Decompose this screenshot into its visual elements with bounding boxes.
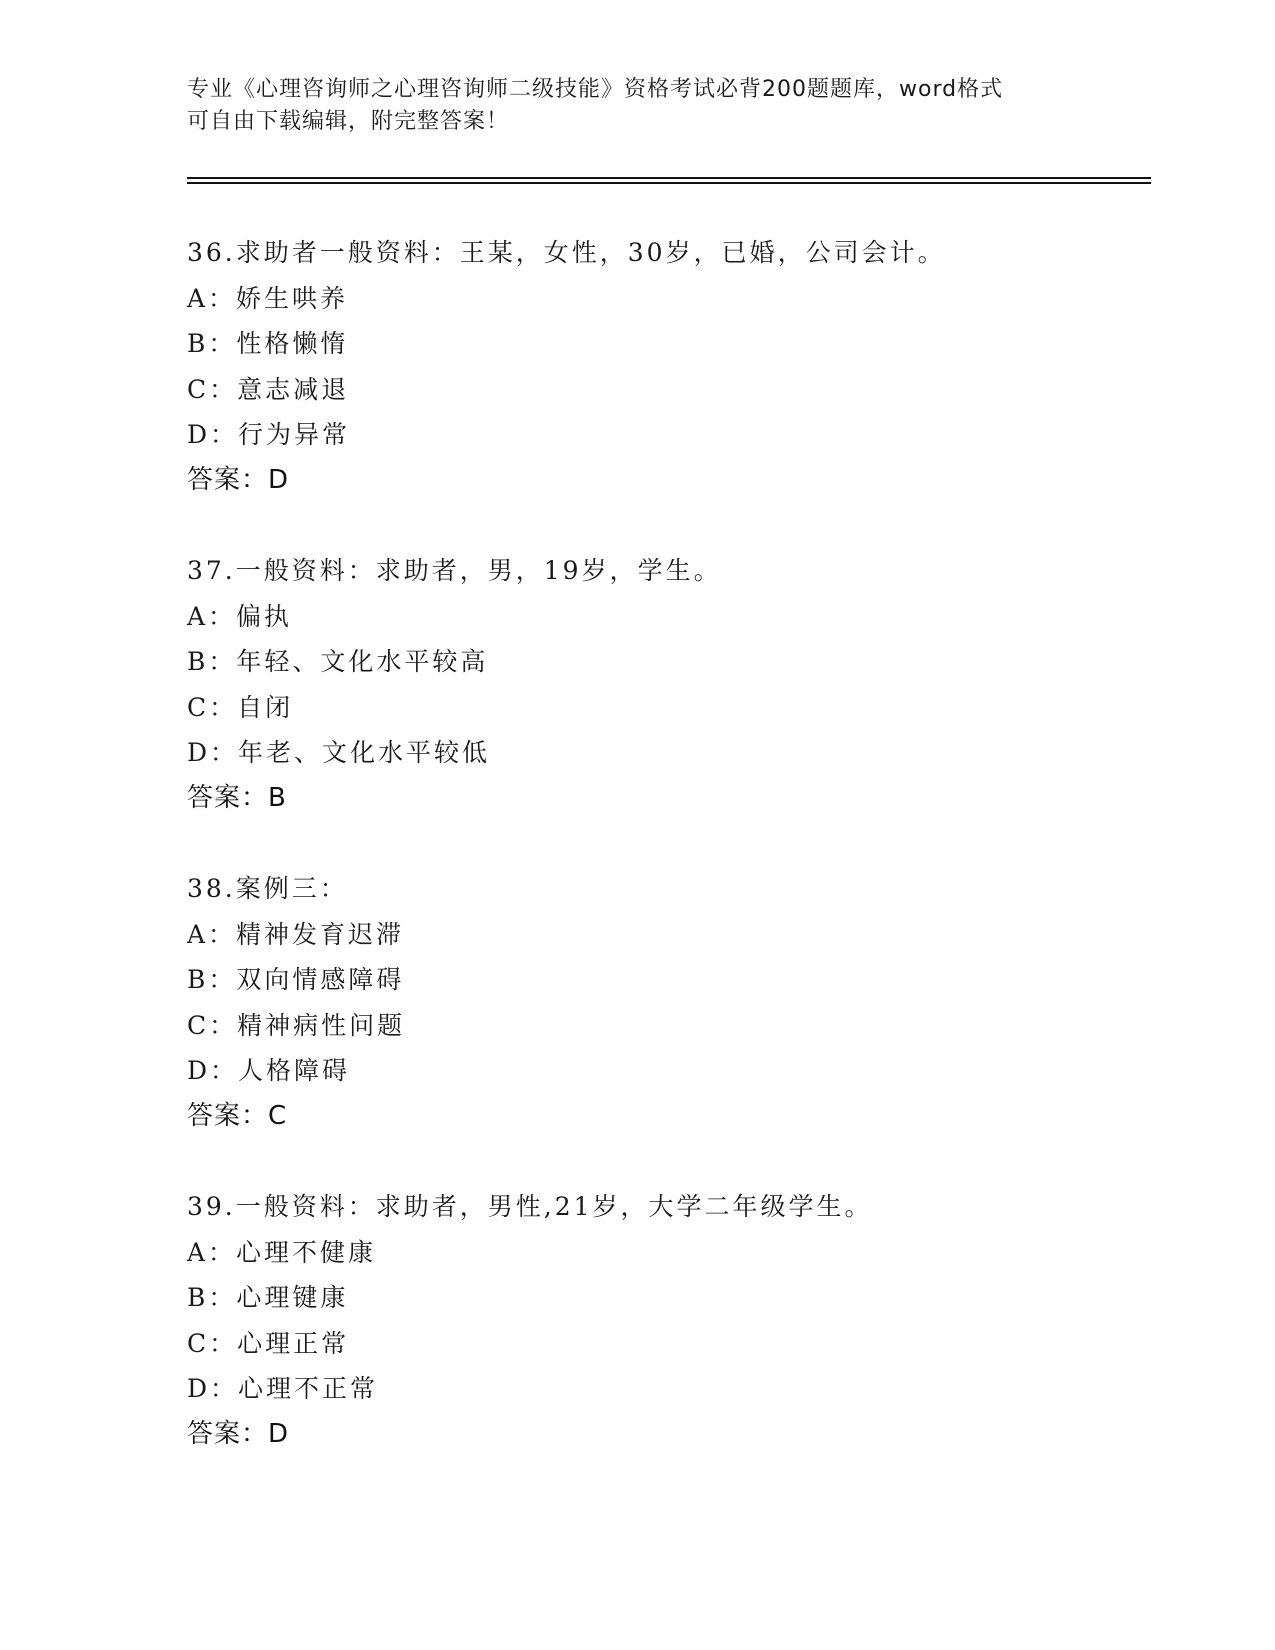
document-header (187, 74, 1087, 138)
question-36 (187, 230, 1147, 503)
header-line-2: 可自由下载编辑，附完整答案！ (187, 109, 510, 134)
question-stem: 39.一般资料：求助者，男性,21岁，大学二年级学生。 (187, 1192, 873, 1221)
option-c: C：心理正常 (187, 1328, 350, 1358)
header-divider-bottom (187, 182, 1151, 184)
option-b: B：性格懒惰 (187, 329, 349, 358)
answer-line: 答案：D (187, 464, 290, 495)
option-d: D：人格障碍 (187, 1056, 351, 1085)
option-b: B：年轻、文化水平较高 (187, 647, 489, 676)
option-b: B：心理键康 (187, 1283, 349, 1312)
option-d: D：年老、文化水平较低 (187, 738, 491, 767)
question-37 (187, 548, 1147, 821)
option-d: D：行为异常 (187, 420, 351, 449)
question-38 (187, 866, 1147, 1139)
question-39 (187, 1184, 1147, 1457)
option-c: C：自闭 (187, 692, 294, 722)
answer-line: 答案：C (187, 1100, 288, 1131)
option-a: A：精神发育迟滞 (187, 919, 405, 949)
option-a: A：娇生哄养 (187, 283, 349, 313)
question-stem: 38.案例三： (187, 874, 348, 903)
option-c: C：意志减退 (187, 374, 350, 404)
option-c: C：精神病性问题 (187, 1010, 406, 1040)
option-a: A：心理不健康 (187, 1237, 377, 1267)
option-a: A：偏执 (187, 601, 293, 631)
answer-line: 答案：D (187, 1418, 290, 1449)
option-b: B：双向情感障碍 (187, 965, 405, 994)
header-line-1: 专业《心理咨询师之心理咨询师二级技能》资格考试必背200题题库，word格式 (187, 77, 1004, 102)
answer-line: 答案：B (187, 782, 287, 813)
header-divider-top (187, 177, 1151, 179)
question-stem: 36.求助者一般资料：王某，女性，30岁，已婚，公司会计。 (187, 238, 946, 267)
question-stem: 37.一般资料：求助者，男，19岁，学生。 (187, 556, 722, 585)
option-d: D：心理不正常 (187, 1374, 379, 1403)
